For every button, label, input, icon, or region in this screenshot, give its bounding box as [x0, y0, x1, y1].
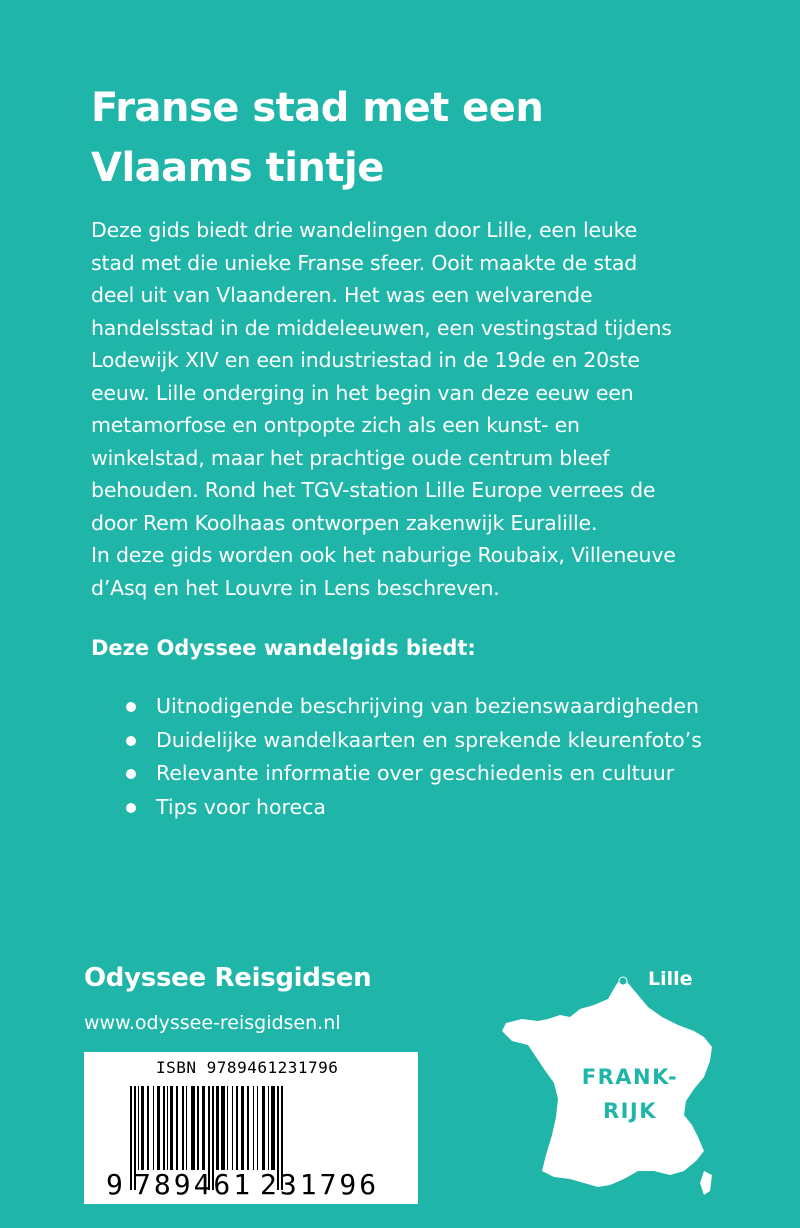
feature-item — [124, 757, 764, 790]
feature-text: Relevante informatie over geschiedenis en cultuur — [156, 761, 675, 785]
barcode-digit-prefix: 9 — [106, 1168, 123, 1201]
barcode — [84, 1052, 418, 1204]
headline-line: Vlaams tintje — [91, 145, 384, 191]
features-list — [124, 690, 764, 824]
barcode-bar — [227, 1086, 228, 1170]
barcode-bar — [262, 1086, 265, 1170]
headline — [91, 78, 731, 198]
barcode-bar — [130, 1086, 132, 1190]
barcode-bar — [197, 1086, 199, 1170]
barcode-bar — [157, 1086, 160, 1170]
website-link[interactable]: www.odyssee-reisgidsen.nl — [84, 1012, 341, 1034]
intro-line: winkelstad, maar het prachtige oude centrum bleef — [91, 445, 610, 470]
intro-line: Deze gids biedt drie wandelingen door Lille, een leuke — [91, 218, 638, 242]
headline-line: Franse stad met een — [91, 85, 544, 131]
barcode-bar — [138, 1086, 139, 1170]
map-country-label — [560, 1060, 700, 1128]
barcode-bar — [216, 1086, 219, 1170]
intro-line: deel uit van Vlaanderen. Het was een welvarende — [91, 283, 593, 307]
barcode-bar — [241, 1086, 244, 1170]
lille-marker — [619, 977, 627, 985]
feature-text: Uitnodigende beschrijving van bezienswaardigheden — [156, 694, 699, 718]
intro-line: door Rem Koolhaas ontworpen zakenwijk Euralille. — [91, 510, 598, 535]
barcode-bar — [257, 1086, 258, 1170]
intro-line: metamorfose en ontpopte zich als een kunst- en — [91, 413, 580, 437]
map-country-line: RIJK — [602, 1099, 658, 1123]
barcode-bar — [253, 1086, 254, 1170]
barcode-bar — [191, 1086, 195, 1170]
barcode-bar — [221, 1086, 225, 1170]
intro-line: Lodewijk XIV en een industriestad in de 19de en 20ste — [91, 348, 640, 372]
barcode-bar — [163, 1086, 165, 1170]
feature-text: Duidelijke wandelkaarten en sprekende kleurenfoto’s — [156, 727, 702, 752]
intro-line: stad met die unieke Franse sfeer. Ooit maakte de stad — [91, 250, 638, 275]
intro-line: behouden. Rond het TGV-station Lille Europe verrees de — [91, 478, 656, 502]
barcode-digits-left: 789461 — [134, 1168, 254, 1201]
map-country-line: FRANK- — [581, 1065, 679, 1089]
barcode-bar — [182, 1086, 184, 1170]
barcode-bar — [170, 1086, 173, 1170]
feature-item — [124, 724, 764, 757]
bullet-icon — [126, 803, 136, 813]
map-city-label: Lille — [648, 968, 693, 990]
barcode-bar — [141, 1086, 144, 1170]
barcode-bar — [202, 1086, 205, 1170]
barcode-bar — [247, 1086, 249, 1170]
barcode-bar — [167, 1086, 168, 1170]
barcode-bar — [236, 1086, 238, 1170]
intro-line: In deze gids worden ook het naburige Roubaix, Villeneuve — [91, 543, 676, 567]
bullet-icon — [126, 769, 136, 779]
intro-paragraph — [91, 214, 751, 604]
feature-text: Tips voor horeca — [156, 794, 326, 819]
feature-item — [124, 791, 764, 824]
barcode-bar — [268, 1086, 269, 1170]
intro-line: eeuw. Lille onderging in het begin van deze eeuw een — [91, 380, 634, 405]
barcode-bar — [153, 1086, 154, 1170]
intro-line: handelsstad in de middeleeuwen, een vestingstad tijdens — [91, 315, 672, 340]
bullet-icon — [126, 702, 136, 712]
barcode-bar — [271, 1086, 275, 1170]
features-title: Deze Odyssee wandelgids biedt: — [91, 636, 476, 660]
barcode-bar — [176, 1086, 178, 1170]
isbn-label: ISBN 9789461231796 — [156, 1058, 339, 1077]
barcode-digits-right: 231796 — [260, 1168, 380, 1201]
publisher-name: Odyssee Reisgidsen — [84, 963, 372, 993]
barcode-bar — [186, 1086, 187, 1170]
barcode-bar — [232, 1086, 233, 1170]
feature-item — [124, 690, 764, 723]
barcode-bar — [147, 1086, 149, 1170]
bullet-icon — [126, 736, 136, 746]
intro-line: d’Asq en het Louvre in Lens beschreven. — [91, 575, 500, 600]
